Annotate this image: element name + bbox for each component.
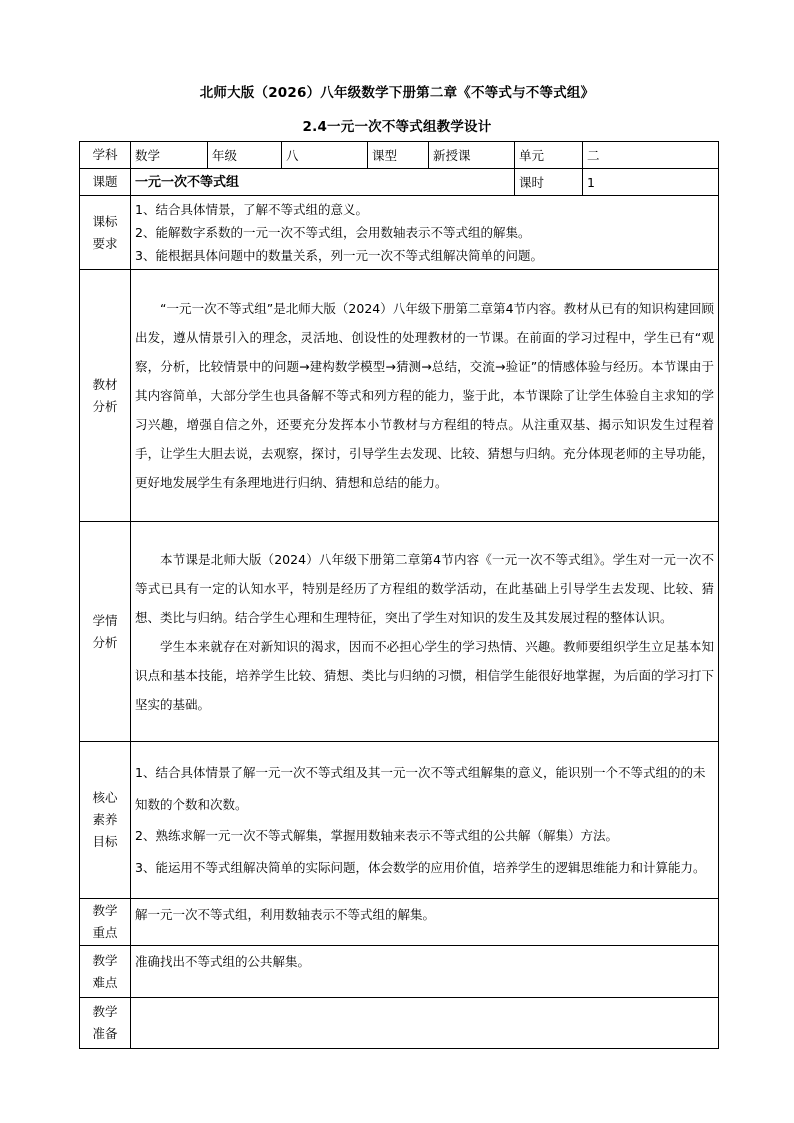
key-points-label xyxy=(80,899,131,946)
label-line: 教材 xyxy=(92,376,118,392)
topic-value: 一元一次不等式组 xyxy=(131,169,515,196)
label-line: 教学 xyxy=(92,952,118,968)
lesson-type-value: 新授课 xyxy=(429,142,515,169)
label-line: 教学 xyxy=(92,903,118,918)
textbook-content xyxy=(131,270,719,522)
label-line: 课标 xyxy=(92,213,118,229)
students-row xyxy=(80,522,719,742)
label-line: 要求 xyxy=(92,235,118,251)
lesson-plan-table xyxy=(79,141,719,1049)
topic-label: 课题 xyxy=(80,169,131,196)
difficulties-row xyxy=(80,946,719,998)
curriculum-item: 2、能解数字系数的一元一次不等式组，会用数轴表示不等式组的解集。 xyxy=(135,225,531,240)
core-goals-label xyxy=(80,742,131,899)
class-hours-label: 课时 xyxy=(515,169,583,196)
label-line: 素养 xyxy=(92,812,118,827)
label-line: 学情 xyxy=(92,612,118,628)
students-content xyxy=(131,522,719,742)
core-goal-item: 1、结合具体情景了解一元一次不等式组及其一元一次不等式组解集的意义，能识别一个不等式组的的未知数的个数和次数。 xyxy=(135,765,706,812)
unit-value: 二 xyxy=(583,142,719,169)
textbook-label xyxy=(80,270,131,522)
lesson-type-label: 课型 xyxy=(368,142,429,169)
curriculum-item: 3、能根据具体问题中的数量关系，列一元一次不等式组解决简单的问题。 xyxy=(135,248,543,263)
students-label xyxy=(80,522,131,742)
key-points-row xyxy=(80,899,719,946)
label-line: 核心 xyxy=(92,790,118,805)
label-line: 教学 xyxy=(92,1004,118,1019)
info-row xyxy=(80,142,719,169)
curriculum-item: 1、结合具体情景，了解不等式组的意义。 xyxy=(135,202,368,217)
document-title: 北师大版（2026）八年级数学下册第二章《不等式与不等式组》 xyxy=(199,85,595,101)
curriculum-content xyxy=(131,196,719,270)
unit-label: 单元 xyxy=(515,142,583,169)
core-goal-item: 3、能运用不等式组解决简单的实际问题，体会数学的应用价值，培养学生的逻辑思维能力和计算能力。 xyxy=(135,859,706,875)
class-hours-value: 1 xyxy=(583,169,719,196)
curriculum-row xyxy=(80,196,719,270)
label-line: 重点 xyxy=(92,925,118,940)
textbook-paragraph: “一元一次不等式组”是北师大版（2024）八年级下册第二章第4节内容。教材从已有的知识构建回顾出发，遵从情景引入的理念，灵活地、创设性的处理教材的一节课。在前面的学习过程中，学生已有“观察，分析，比较情景中的问题→建构数学模型→猜测→总结，交流→验证”的情感体验与经历。本节课由于其内容简单，大部分学生也具备解不等式和列方程的能力，鉴于此，本节课除了让学生体验自主求知的学习兴趣，增强自信之外，还要充分发挥本小节教材与方程组的特点。从注重双基、揭示知识发生过程着手，让学生大胆去说，去观察，探讨，引导学生去发现、比较、猜想与归纳。充分体现老师的主导功能，更好地发展学生有条理地进行归纳、猜想和总结的能力。 xyxy=(135,301,714,490)
subject-label: 学科 xyxy=(80,142,131,169)
preparation-label xyxy=(80,998,131,1049)
core-goals-content xyxy=(131,742,719,899)
key-points-content: 解一元一次不等式组，利用数轴表示不等式组的解集。 xyxy=(131,899,719,946)
preparation-content xyxy=(131,998,719,1049)
core-goals-row xyxy=(80,742,719,899)
difficulties-content: 准确找出不等式组的公共解集。 xyxy=(131,946,719,998)
label-line: 准备 xyxy=(92,1026,118,1041)
students-paragraph: 本节课是北师大版（2024）八年级下册第二章第4节内容《一元一次不等式组》。学生对一元一次不等式已具有一定的认知水平，特别是经历了方程组的数学活动，在此基础上引导学生去发现、比较、猜想、类比与归纳。结合学生心理和生理特征，突出了学生对知识的发生及其发展过程的整体认识。 xyxy=(135,551,714,625)
grade-value: 八 xyxy=(282,142,368,169)
preparation-row xyxy=(80,998,719,1049)
label-line: 分析 xyxy=(92,398,118,414)
document-subtitle: 2.4一元一次不等式组教学设计 xyxy=(302,119,492,135)
label-line: 目标 xyxy=(92,834,118,849)
grade-label: 年级 xyxy=(208,142,282,169)
label-line: 分析 xyxy=(92,634,118,650)
core-goal-item: 2、熟练求解一元一次不等式解集，掌握用数轴来表示不等式组的公共解（解集）方法。 xyxy=(135,828,618,843)
students-paragraph: 学生本来就存在对新知识的渴求，因而不必担心学生的学习热情、兴趣。教师要组织学生立足基本知识点和基本技能，培养学生比较、猜想、类比与归纳的习惯，相信学生能很好地掌握，为后面的学习打下坚实的基础。 xyxy=(135,638,714,712)
topic-row xyxy=(80,169,719,196)
difficulties-label xyxy=(80,946,131,998)
label-line: 难点 xyxy=(92,974,118,990)
textbook-row xyxy=(80,270,719,522)
subject-value: 数学 xyxy=(131,142,208,169)
curriculum-label xyxy=(80,196,131,270)
